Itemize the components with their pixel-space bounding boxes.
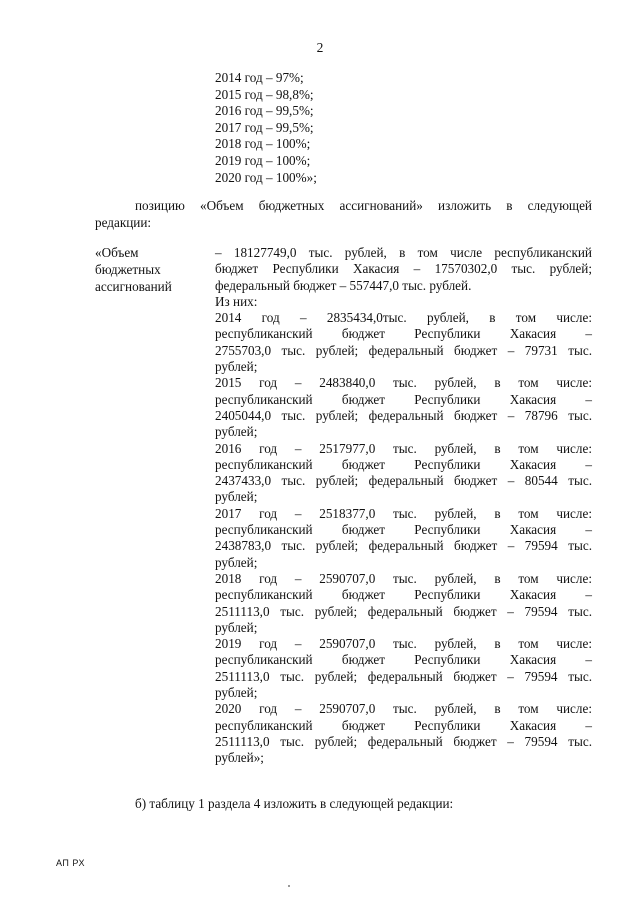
year-line: республиканский бюджет Республики Хакасия – [215,652,592,668]
budget-label-line: ассигнований [95,278,172,294]
year-line: рублей; [215,685,258,701]
year-line: рублей; [215,619,258,635]
budget-label [95,245,205,295]
year-line: 2437433,0 тыс. рублей; федеральный бюджет – 80544 тыс. [215,473,592,489]
percent-line: 2020 год – 100%»; [215,169,317,185]
year-line: рублей; [215,489,258,505]
year-line: республиканский бюджет Республики Хакасия – [215,326,592,342]
year-line: 2018 год – 2590707,0 тыс. рублей, в том числе: [215,570,592,586]
position-paragraph [95,197,592,231]
year-line: 2016 год – 2517977,0 тыс. рублей, в том числе: [215,440,592,456]
year-block-2019 [215,636,592,701]
percent-list [215,70,317,186]
page-number: 2 [316,40,324,55]
year-line: 2015 год – 2483840,0 тыс. рублей, в том числе: [215,375,592,391]
year-line: рублей; [215,359,258,375]
summary-line: – 18127749,0 тыс. рублей, в том числе республиканский [215,245,592,260]
position-paragraph-line: редакции: [95,215,152,230]
year-line: рублей»; [215,750,264,766]
year-block-2015 [215,375,592,440]
summary-line: бюджет Республики Хакасия – 17570302,0 тыс. рублей; [215,261,592,277]
year-block-2017 [215,506,592,571]
year-line: республиканский бюджет Республики Хакасия – [215,456,592,472]
scan-dot [288,885,290,887]
year-line: 2511113,0 тыс. рублей; федеральный бюджет – 79594 тыс. [215,603,592,619]
year-line: 2405044,0 тыс. рублей; федеральный бюджет – 78796 тыс. [215,407,592,423]
year-line: рублей; [215,554,258,570]
year-line: 2438783,0 тыс. рублей; федеральный бюджет – 79594 тыс. [215,538,592,554]
year-line: 2511113,0 тыс. рублей; федеральный бюджет – 79594 тыс. [215,668,592,684]
year-line: республиканский бюджет Республики Хакасия – [215,587,592,603]
budget-label-line: бюджетных [95,261,161,277]
percent-line: 2017 год – 99,5%; [215,119,314,135]
percent-line: 2014 год – 97%; [215,70,304,85]
percent-line: 2018 год – 100%; [215,136,311,152]
tail-paragraph: б) таблицу 1 раздела 4 изложить в следующей редакции: [135,796,454,811]
year-line: республиканский бюджет Республики Хакасия – [215,717,592,733]
percent-line: 2015 год – 98,8%; [215,86,314,102]
year-line: 2019 год – 2590707,0 тыс. рублей, в том числе: [215,636,592,652]
year-line: 2755703,0 тыс. рублей; федеральный бюджет – 79731 тыс. [215,342,592,358]
year-line: рублей; [215,424,258,440]
year-block-2018 [215,571,592,636]
year-line: 2017 год – 2518377,0 тыс. рублей, в том числе: [215,505,592,521]
year-block-2020 [215,701,592,766]
budget-content [215,245,592,767]
percent-line: 2016 год – 99,5%; [215,103,314,119]
year-line: республиканский бюджет Республики Хакасия – [215,522,592,538]
of-them-label: Из них: [215,293,258,309]
footer-mark: АП РХ [56,858,85,868]
year-block-2016 [215,441,592,506]
year-line: 2020 год – 2590707,0 тыс. рублей, в том числе: [215,701,592,717]
budget-label-line: «Объем [95,245,139,260]
percent-line: 2019 год – 100%; [215,152,311,168]
summary-line: федеральный бюджет – 557447,0 тыс. рублей. [215,277,472,293]
position-paragraph-line: позицию «Объем бюджетных ассигнований» изложить в следующей [135,198,592,213]
year-block-2014 [215,310,592,375]
year-line: республиканский бюджет Республики Хакасия – [215,391,592,407]
year-line: 2511113,0 тыс. рублей; федеральный бюджет – 79594 тыс. [215,733,592,749]
year-line: 2014 год – 2835434,0тыс. рублей, в том числе: [215,310,592,326]
